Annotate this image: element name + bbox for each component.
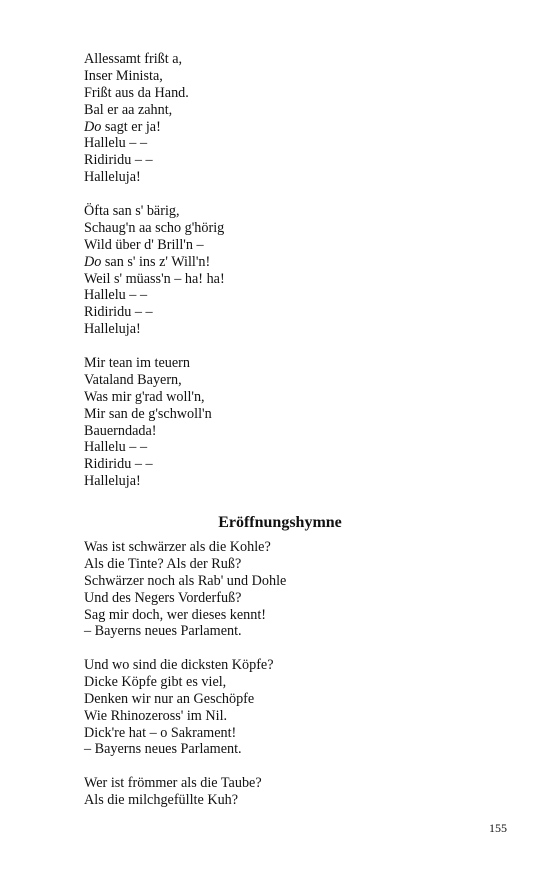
verse-line: Und wo sind die dicksten Köpfe? [84,657,274,673]
verse-line: – Bayerns neues Parlament. [84,741,242,758]
verse-line: Hallelu – – [84,135,148,152]
page-number: 155 [489,821,507,835]
verse-line: Wild über d' Brill'n – [84,236,204,253]
verse-line: Do sagt er ja! [84,118,161,135]
verse-line: Weil s' müass'n – ha! ha! [84,270,225,287]
verse-line: Denken wir nur an Geschöpfe [84,690,255,707]
verse-line: Bal er aa zahnt, [84,101,173,118]
verse-line: Was mir g'rad woll'n, [84,388,205,405]
verse-line: Halleluja! [84,321,141,338]
verse-line: Sag mir doch, wer dieses kennt! [84,606,267,623]
verse-line: Dicke Köpfe gibt es viel, [84,673,227,690]
section-heading: Eröffnungshymne [218,514,342,531]
verse-line: – Bayerns neues Parlament. [84,623,242,640]
verse-line: Dick're hat – o Sakrament! [84,724,237,741]
verse-line: Inser Minista, [84,67,163,84]
verse-line: Bauerndada! [84,422,157,439]
stanza [84,539,484,640]
verse-line: Frißt aus da Hand. [84,84,189,101]
verse-line: Wer ist frömmer als die Taube? [84,775,262,791]
verse-line: Allessamt frißt a, [84,51,183,67]
verse-line: Öfta san s' bärig, [84,203,180,219]
verse-line: Und des Negers Vorderfuß? [84,589,242,606]
stanza [84,51,484,186]
stanza [84,657,484,758]
emphasis: Do [84,253,102,270]
verse-line: Vataland Bayern, [84,371,182,388]
verse-line: Mir tean im teuern [84,355,190,371]
stanza [84,775,484,809]
stanza [84,355,484,490]
verse-line: Do san s' ins z' Will'n! [84,253,211,270]
verse-line: Was ist schwärzer als die Kohle? [84,539,271,555]
verse-line: Schaug'n aa scho g'hörig [84,219,225,236]
verse-line: Ridiridu – – [84,456,153,473]
emphasis: Do [84,118,102,135]
verse-line: Halleluja! [84,473,141,490]
verse-line: Als die milchgefüllte Kuh? [84,791,239,808]
verse-line: Schwärzer noch als Rab' und Dohle [84,572,287,589]
stanza [84,203,484,338]
verse-line: Als die Tinte? Als der Ruß? [84,555,242,572]
verse-line: Ridiridu – – [84,304,153,321]
verse-line: Halleluja! [84,169,141,186]
verse-line: Hallelu – – [84,287,148,304]
verse-line: Wie Rhinozeross' im Nil. [84,707,228,724]
verse-line: Hallelu – – [84,439,148,456]
verse-line: Ridiridu – – [84,152,153,169]
verse-line: Mir san de g'schwoll'n [84,405,212,422]
